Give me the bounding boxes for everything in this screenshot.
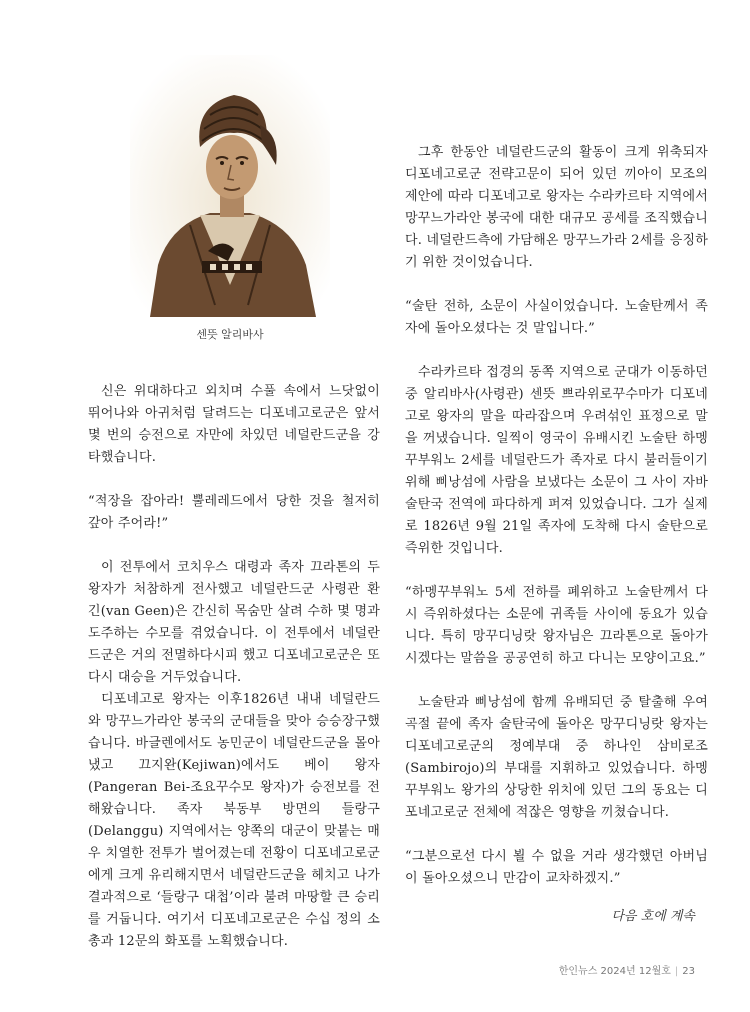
quote: “적장을 잡아라! 뿔레레드에서 당한 것을 철저히 갚아 주어라!”: [88, 494, 380, 531]
right-column: [405, 142, 708, 890]
quote: “술탄 전하, 소문이 사실이었습니다. 노술탄께서 족자에 돌아오셨다는 것 말입니다.”: [405, 299, 708, 336]
paragraph: 수라카르타 접경의 동쪽 지역으로 군대가 이동하던 중 알리바사(사령관) 센뜻 쁘라위로꾸수마가 디포네고로 왕자의 말을 따라잡으며 우려섞인 표정으로 말을 꺼냈습니다. 일찍이 영국이 유배시킨 노술탄 하멩꾸부워노 2세를 네덜란드가 족자로 다시 불러들이기 위해 삐낭섬에 사람을 보냈다는 소문이 그 사이 자바 술탄국 전역에 파다하게 퍼져 있었습니다. 그가 실제로 1826년 9월 21일 족자에 도착해 다시 술탄으로 즉위한 것입니다.: [405, 365, 708, 556]
quote: “하멩꾸부워노 5세 전하를 폐위하고 노술탄께서 다시 즉위하셨다는 소문에 귀족들 사이에 동요가 있습니다. 특히 망꾸디닝랏 왕자님은 끄라톤으로 돌아가시겠다는 말씀을 공공연히 하고 다니는 모양이고요.”: [405, 585, 708, 666]
continued-note: 다음 호에 계속: [611, 909, 695, 924]
paragraph: 노술탄과 삐낭섬에 함께 유배되던 중 탈출해 우여곡절 끝에 족자 술탄국에 돌아온 망꾸디닝랏 왕자는 디포네고로군의 정예부대 중 하나인 삼비로조(Sambirojo)의 부대를 지휘하고 있었습니다. 하멩꾸부워노 왕가의 상당한 위치에 있던 그의 동요는 디포네고로군 전체에 적잖은 영향을 끼쳤습니다.: [405, 695, 708, 820]
page-number: 23: [682, 966, 695, 977]
paragraph: 그후 한동안 네덜란드군의 활동이 크게 위축되자 디포네고로군 전략고문이 되어 있던 끼아이 모조의 제안에 따라 디포네고로 왕자는 수라카르타 지역에서 망꾸느가라안 봉국에 대한 대규모 공세를 조직했습니다. 네덜란드측에 가담해온 망꾸느가라 2세를 응징하기 위한 것이었습니다.: [405, 145, 708, 270]
quote: “그분으로선 다시 뵐 수 없을 거라 생각했던 아버님이 돌아오셨으니 만감이 교차하겠지.”: [405, 849, 708, 886]
portrait-illustration: [130, 55, 330, 317]
publication-name: 한인뉴스 2024년 12월호: [558, 966, 671, 977]
paragraph: 신은 위대하다고 외치며 수풀 속에서 느닷없이 뛰어나와 아귀처럼 달려드는 디포네고로군은 앞서 몇 번의 승전으로 자만에 차있던 네덜란드군을 강타했습니다.: [88, 384, 380, 465]
footer-separator: |: [674, 966, 679, 977]
figure-caption: 센뜻 알리바사: [196, 328, 264, 341]
left-column: [88, 381, 380, 953]
paragraph: 이 전투에서 코치우스 대령과 족자 끄라톤의 두 왕자가 처참하게 전사했고 네덜란드군 사령관 환 긴(van Geen)은 간신히 목숨만 살려 수하 몇 명과 도주하는 수모를 겪었습니다. 이 전투에서 네덜란드군은 거의 전멸하다시피 했고 디포네고로군은 또다시 대승을 거두었습니다.: [88, 560, 380, 685]
page-footer: [559, 962, 695, 977]
paragraph: 디포네고로 왕자는 이후1826년 내내 네덜란드와 망꾸느가라안 봉국의 군대들을 맞아 승승장구했습니다. 바글렌에서도 농민군이 네덜란드군을 몰아냈고 끄지완(Kejiwan)에서도 베이 왕자(Pangeran Bei-조요꾸수모 왕자)가 승전보를 전해왔습니다. 족자 북동부 방면의 들랑구(Delanggu) 지역에서는 양쪽의 대군이 맞붙는 매우 치열한 전투가 벌어졌는데 전황이 디포네고로군에게 크게 유리해지면서 네덜란드군을 헤치고 나가 결과적으로 ‘들랑구 대첩’이라 불려 마땅할 큰 승리를 거둡니다. 여기서 디포네고로군은 수십 정의 소총과 12문의 화포를 노획했습니다.: [88, 692, 380, 949]
